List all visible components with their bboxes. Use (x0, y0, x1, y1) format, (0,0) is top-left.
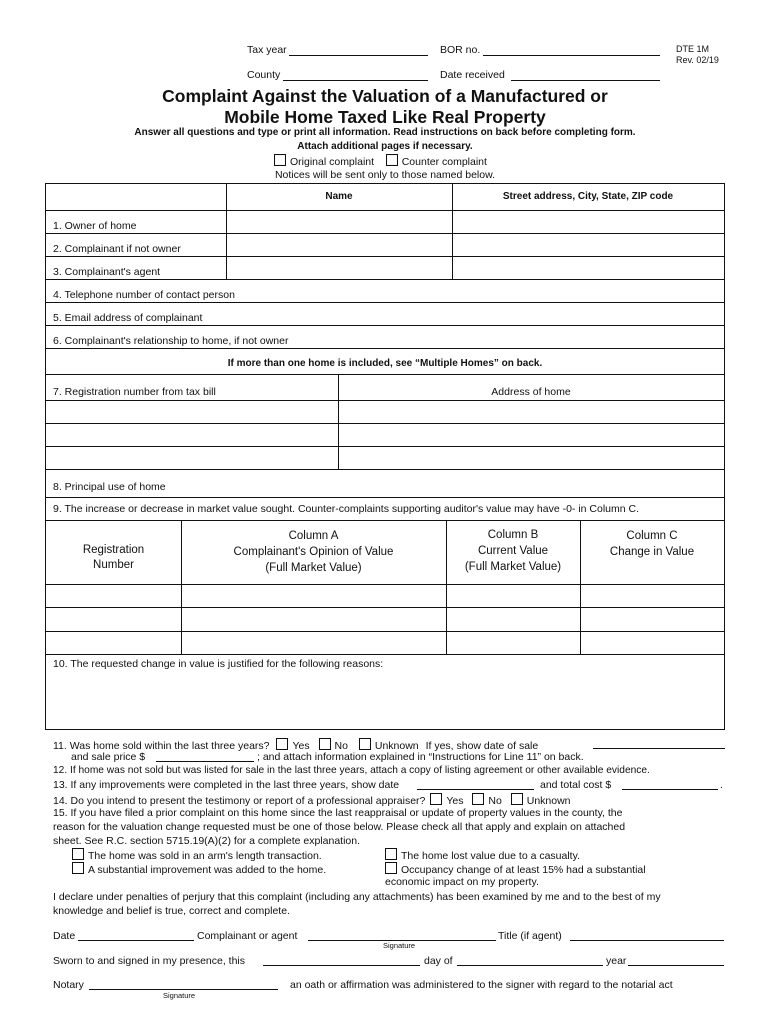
row-divider (46, 302, 724, 303)
occupancy-label: Occupancy change of at least 15% had a substantial (401, 864, 646, 876)
registration-header-line2: Number (93, 559, 134, 571)
row-divider (46, 348, 724, 349)
row-divider (46, 400, 724, 401)
occupancy-checkbox[interactable] (385, 862, 397, 874)
q14-yes-checkbox[interactable] (430, 793, 442, 805)
improvement-date-field[interactable] (417, 789, 534, 790)
original-complaint-checkbox[interactable] (274, 154, 286, 166)
sale-date-field[interactable] (593, 748, 725, 749)
casualty-checkbox[interactable] (385, 848, 397, 860)
q12-text: 12. If home was not sold but was listed for sale in the last three years, attach a copy of listing agreement or other available evidence. (53, 765, 650, 776)
row-principal-use: 8. Principal use of home (53, 481, 166, 493)
column-a-line2: Complainant's Opinion of Value (233, 546, 394, 558)
instructions-line1: Answer all questions and type or print all information. Read instructions on back before completing form. (134, 127, 636, 138)
q11-yes-checkbox[interactable] (276, 738, 288, 750)
registration-number-header (46, 543, 181, 573)
q11-line (53, 738, 538, 752)
divider-address (452, 184, 453, 279)
row-divider (46, 279, 724, 280)
instructions-line2: Attach additional pages if necessary. (297, 141, 473, 152)
row-owner: 1. Owner of home (53, 220, 137, 232)
q14-yes-label: Yes (446, 795, 464, 807)
improvement-cost-field[interactable] (622, 789, 718, 790)
county-field[interactable] (283, 80, 428, 81)
row-agent: 3. Complainant's agent (53, 266, 161, 278)
form-title-line1: Complaint Against the Valuation of a Manufactured or (162, 86, 608, 106)
multiple-homes-note: If more than one home is included, see “Multiple Homes” on back. (227, 358, 543, 369)
q11-no-checkbox[interactable] (319, 738, 331, 750)
sworn-month-field[interactable] (457, 965, 603, 966)
q11-text: 11. Was home sold within the last three years? (53, 740, 270, 752)
county-label: County (247, 69, 281, 81)
option-arms-length (72, 848, 322, 862)
row-divider (46, 607, 724, 608)
sworn-year-field[interactable] (628, 965, 724, 966)
original-complaint-label: Original complaint (290, 156, 375, 168)
option-improvement (72, 862, 326, 876)
row-relationship: 6. Complainant's relationship to home, if not owner (53, 335, 289, 347)
reasons-label: 10. The requested change in value is justified for the following reasons: (53, 658, 384, 670)
reasons-box[interactable] (45, 654, 725, 730)
q14-unknown-label: Unknown (526, 795, 571, 807)
q11-no-label: No (334, 740, 348, 752)
complainant-signature-caption: Signature (383, 941, 416, 950)
q11-date-of-sale-label: If yes, show date of sale (425, 740, 539, 752)
q13-period: . (720, 779, 723, 791)
row-divider (46, 469, 724, 470)
oath-text: an oath or affirmation was administered to the signer with regard to the notarial act (290, 979, 673, 991)
date-received-label: Date received (440, 69, 505, 81)
complaint-type-options (274, 154, 487, 168)
column-name-header: Name (325, 191, 353, 202)
title-label: Title (if agent) (498, 930, 562, 942)
q11-unknown-checkbox[interactable] (359, 738, 371, 750)
notary-signature-caption: Signature (163, 991, 196, 1000)
occupancy-label-line2: economic impact on my property. (385, 876, 539, 888)
casualty-label: The home lost value due to a casualty. (401, 850, 580, 862)
registration-header-line1: Registration (82, 544, 145, 556)
notary-label: Notary (53, 979, 84, 991)
q11-unknown-label: Unknown (374, 740, 419, 752)
row-complainant: 2. Complainant if not owner (53, 243, 181, 255)
row-divider (46, 374, 724, 375)
q14-text: 14. Do you intend to present the testimony or report of a professional appraiser? (53, 795, 426, 807)
sworn-day-field[interactable] (263, 965, 420, 966)
column-c-line2: Change in Value (609, 546, 695, 558)
column-c-line1: Column C (626, 530, 678, 542)
q11-attach-text: ; and attach information explained in “Instructions for Line 11” on back. (257, 751, 584, 763)
arms-length-label: The home was sold in an arm's length transaction. (88, 850, 322, 862)
column-b-line3: (Full Market Value) (464, 561, 562, 573)
divider-name (226, 184, 227, 279)
notices-note: Notices will be sent only to those named below. (274, 169, 496, 181)
row-divider (46, 446, 724, 447)
address-of-home-header: Address of home (491, 386, 571, 398)
improvement-label: A substantial improvement was added to the home. (88, 864, 327, 876)
row-registration: 7. Registration number from tax bill (53, 386, 216, 398)
column-b-line1: Column B (487, 529, 539, 541)
date-field[interactable] (78, 940, 194, 941)
sworn-label: Sworn to and signed in my presence, this (53, 955, 246, 967)
q15-line3: sheet. See R.C. section 5715.19(A)(2) for a complete explanation. (53, 835, 361, 847)
q11-yes-label: Yes (292, 740, 310, 752)
date-received-field[interactable] (511, 80, 660, 81)
q13-text: 13. If any improvements were completed in the last three years, show date (53, 779, 400, 791)
declaration-line1: I declare under penalties of perjury that this complaint (including any attachments) has been examined by me and to the best of my (53, 891, 661, 903)
row-value-change: 9. The increase or decrease in market value sought. Counter-complaints supporting auditor's value may have -0- in Column C. (53, 503, 640, 515)
row-divider (46, 631, 724, 632)
sale-price-field[interactable] (156, 761, 254, 762)
improvement-checkbox[interactable] (72, 862, 84, 874)
year-label: year (606, 955, 627, 967)
q15-line2: reason for the valuation change requested must be one of those below. Please check all that apply and explain on attached (53, 821, 626, 833)
option-occupancy (385, 862, 646, 876)
notary-signature-field[interactable] (89, 989, 278, 990)
form-title-line2: Mobile Home Taxed Like Real Property (224, 107, 546, 127)
option-casualty (385, 848, 580, 862)
row-divider (46, 325, 724, 326)
parties-section (45, 183, 725, 521)
complainant-label: Complainant or agent (197, 930, 298, 942)
column-c-header (580, 528, 724, 560)
row-divider (46, 233, 724, 234)
date-label: Date (53, 930, 76, 942)
counter-complaint-label: Counter complaint (401, 156, 487, 168)
column-a-header (181, 528, 446, 576)
row-divider (46, 256, 724, 257)
bor-no-field[interactable] (483, 55, 660, 56)
title-field[interactable] (570, 940, 724, 941)
value-table (45, 521, 725, 655)
counter-complaint-checkbox[interactable] (386, 154, 398, 166)
q13-cost-label: and total cost $ (540, 779, 612, 791)
declaration-line2: knowledge and belief is true, correct and complete. (53, 905, 290, 917)
tax-year-label: Tax year (247, 44, 287, 56)
form-id: DTE 1M (676, 44, 710, 54)
q14-line (53, 793, 571, 807)
q11-price-label: and sale price $ (71, 751, 146, 763)
q15-line1: 15. If you have filed a prior complaint on this home since the last reappraisal or update of property values in the county, the (53, 807, 623, 819)
form-revision: Rev. 02/19 (676, 55, 719, 65)
column-a-line3: (Full Market Value) (265, 562, 362, 574)
column-address-header: Street address, City, State, ZIP code (502, 191, 674, 202)
row-telephone: 4. Telephone number of contact person (53, 289, 235, 301)
row-divider (46, 497, 724, 498)
row-email: 5. Email address of complainant (53, 312, 203, 324)
q14-no-checkbox[interactable] (472, 793, 484, 805)
arms-length-checkbox[interactable] (72, 848, 84, 860)
row-divider (46, 423, 724, 424)
column-b-header (446, 527, 580, 575)
column-a-line1: Column A (288, 530, 339, 542)
row-divider (46, 584, 724, 585)
q14-no-label: No (488, 795, 502, 807)
tax-year-field[interactable] (289, 55, 428, 56)
q14-unknown-checkbox[interactable] (511, 793, 523, 805)
bor-no-label: BOR no. (440, 44, 481, 56)
day-of-label: day of (424, 955, 453, 967)
column-b-line2: Current Value (477, 545, 549, 557)
